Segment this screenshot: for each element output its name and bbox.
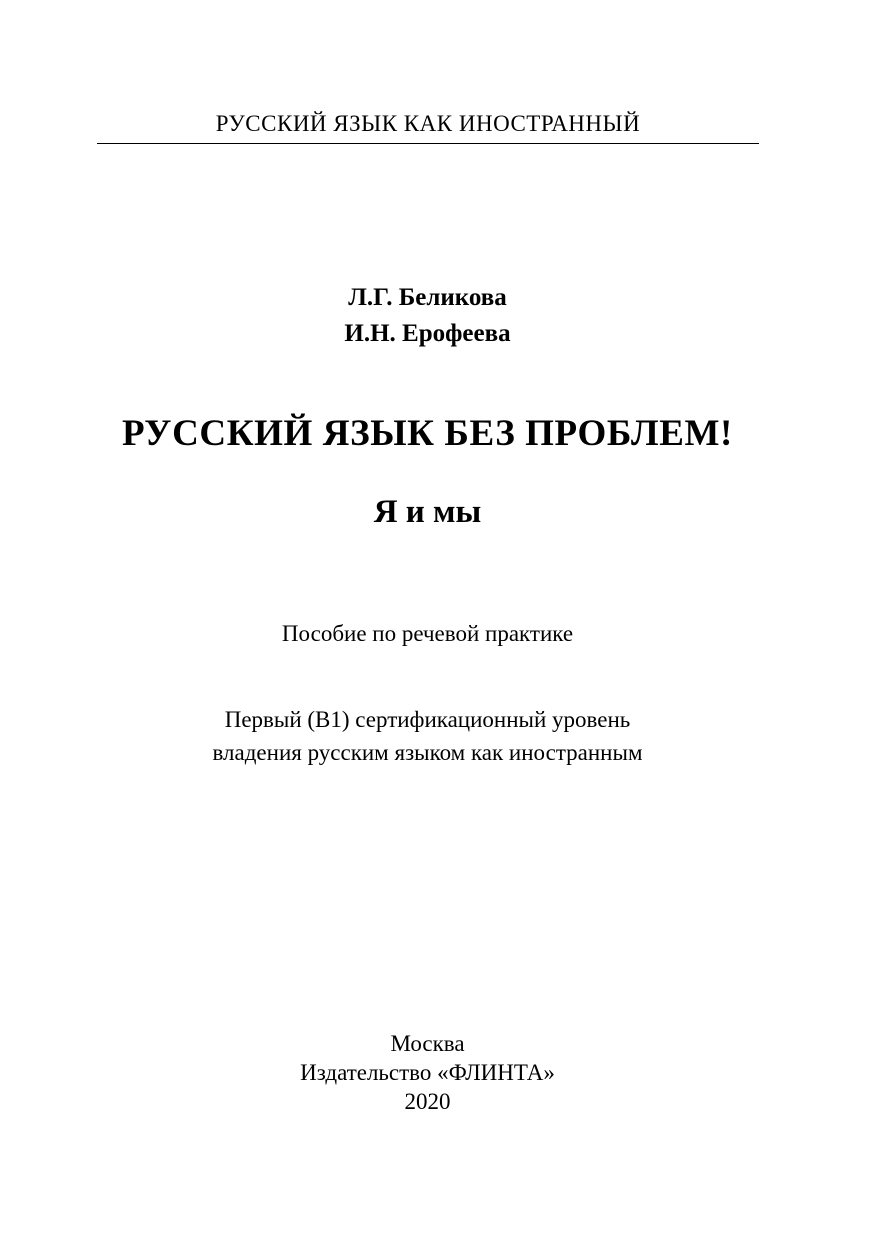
imprint-publisher: Издательство «ФЛИНТА» [300, 1060, 555, 1085]
book-subtitle: Я и мы [373, 494, 482, 530]
author-name: И.Н. Ерофеева [344, 320, 511, 347]
level-line: Первый (В1) сертификационный уровень [224, 707, 631, 732]
level-line: владения русским языком как иностранным [212, 740, 643, 765]
imprint-year: 2020 [404, 1089, 451, 1114]
imprint-city: Москва [390, 1031, 465, 1056]
manual-type: Пособие по речевой практике [281, 621, 574, 646]
authors-block [0, 280, 855, 352]
series-header: РУССКИЙ ЯЗЫК КАК ИНОСТРАННЫЙ [215, 111, 641, 136]
certification-level [0, 703, 855, 769]
imprint-block [0, 1029, 855, 1116]
author-name: Л.Г. Беликова [348, 284, 507, 311]
header-divider [97, 143, 759, 144]
book-title: РУССКИЙ ЯЗЫК БЕЗ ПРОБЛЕМ! [122, 413, 733, 454]
